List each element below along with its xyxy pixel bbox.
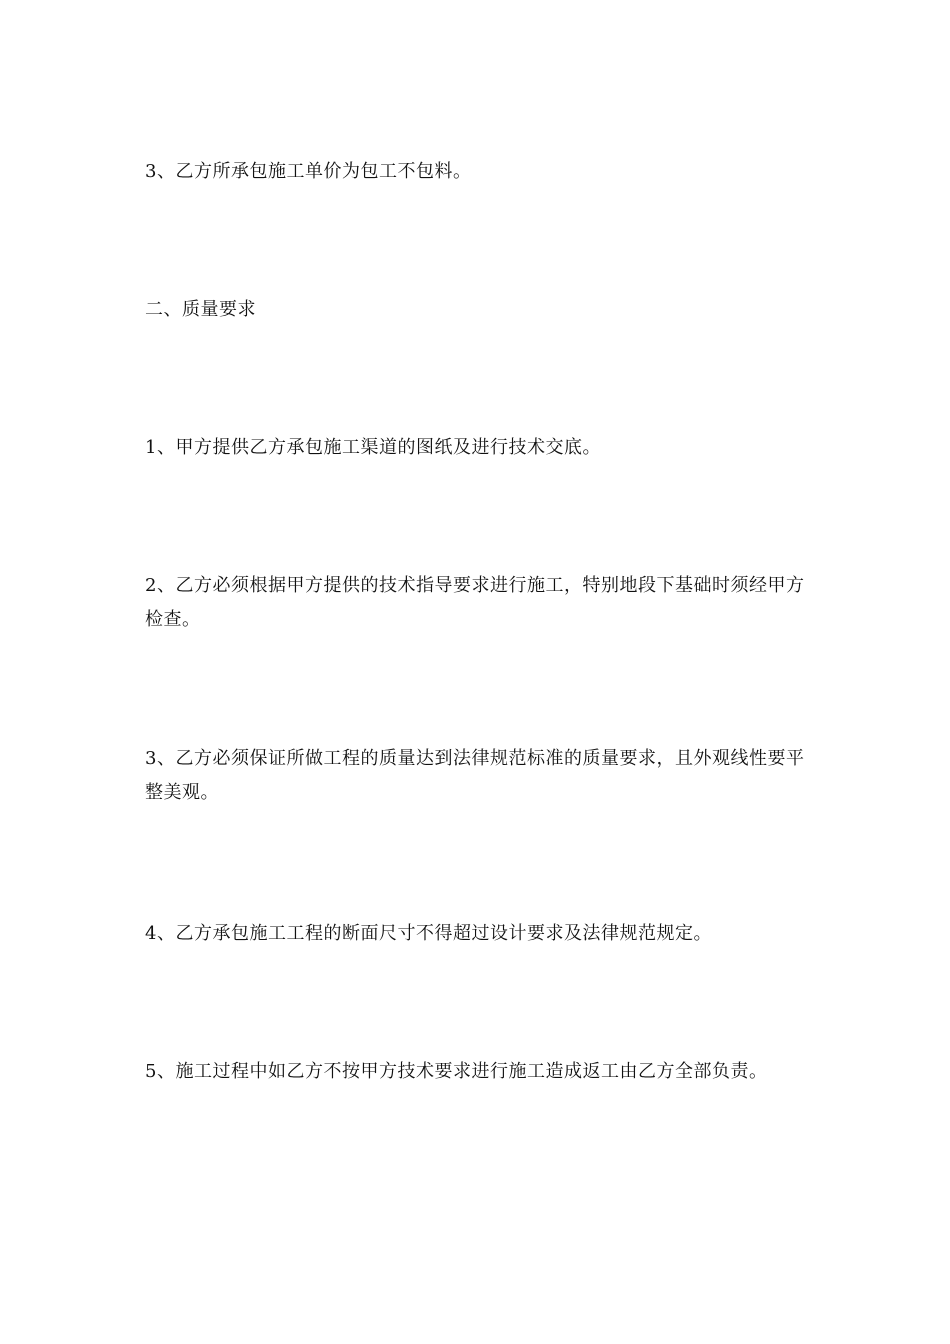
clause-quality-standard: 3、乙方必须保证所做工程的质量达到法律规范标准的质量要求，且外观线性要平整美观。 (145, 748, 805, 803)
clause-technical-guidance: 2、乙方必须根据甲方提供的技术指导要求进行施工，特别地段下基础时须经甲方检查。 (145, 575, 805, 630)
clause-section-dimensions: 4、乙方承包施工工程的断面尺寸不得超过设计要求及法律规范规定。 (145, 923, 712, 944)
clause-rework-liability: 5、施工过程中如乙方不按甲方技术要求进行施工造成返工由乙方全部负责。 (145, 1061, 768, 1082)
clause-price-terms: 3、乙方所承包施工单价为包工不包料。 (145, 161, 472, 182)
clause-drawings: 1、甲方提供乙方承包施工渠道的图纸及进行技术交底。 (145, 437, 601, 458)
section-heading-quality: 二、质量要求 (145, 299, 256, 320)
